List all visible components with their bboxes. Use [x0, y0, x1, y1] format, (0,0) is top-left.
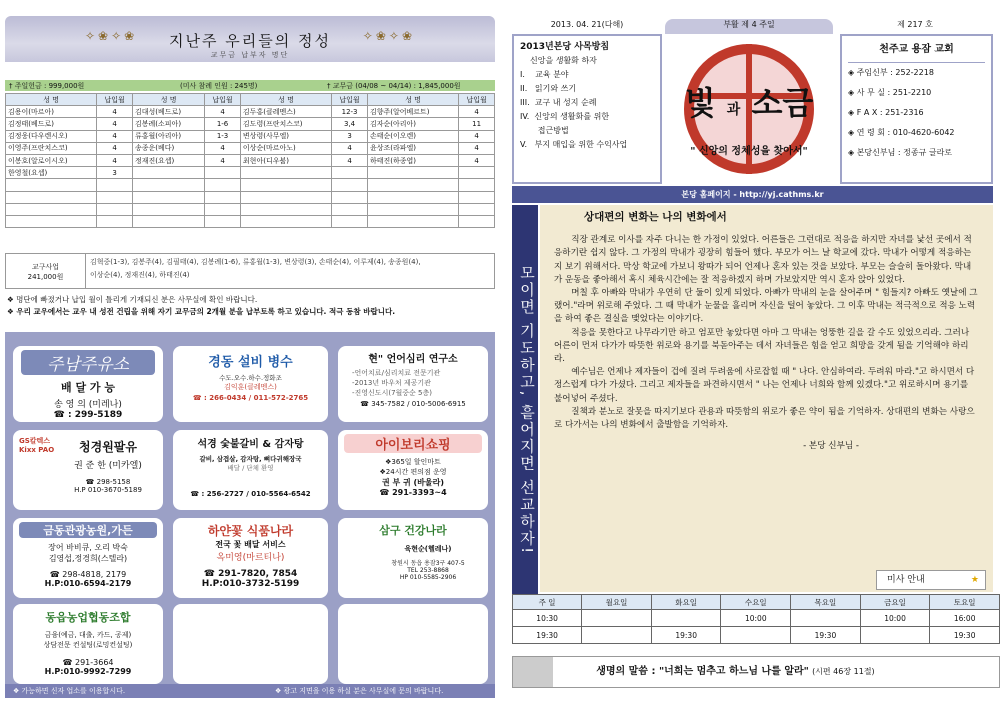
donor-cell: [240, 215, 331, 227]
ad-oil: [13, 430, 163, 510]
donor-cell: 김도령(프란치스코): [240, 118, 331, 130]
mass-header-cell: 수요일: [721, 595, 791, 610]
donor-cell: [205, 179, 241, 191]
parish-name: 천주교 용잠 교회: [848, 42, 985, 63]
ad-title: 아이보리쇼핑: [344, 434, 482, 453]
word-of-life: [512, 656, 1000, 688]
mass-header-row: [513, 595, 1000, 610]
donor-cell: 1-6: [205, 118, 241, 130]
donor-row: [6, 130, 495, 142]
donor-cell: [133, 191, 205, 203]
donor-row: [6, 203, 495, 215]
ad-title: 현" 언어심리 연구소: [368, 354, 458, 365]
donor-cell: [133, 215, 205, 227]
donor-cell: 4: [205, 154, 241, 166]
ad-line: -진영신도시(7월중순 5층): [352, 389, 432, 397]
contact-item: ◈ 주임신부 : 252-2218: [848, 68, 934, 77]
contact-item: ◈ 연 령 회 : 010-4620-6042: [848, 128, 955, 137]
donations-title: 지난주 우리들의 정성: [169, 32, 331, 50]
word-text: "너희는 멈추고 하느님 나를 알라": [658, 666, 809, 677]
donor-cell: [332, 203, 368, 215]
donor-cell: [240, 203, 331, 215]
policy-item: III. 교구 내 성지 순례: [520, 98, 597, 107]
donor-header-cell: 성 명: [367, 94, 458, 106]
donor-cell: [97, 179, 133, 191]
donor-cell: 하태진(하종엽): [367, 154, 458, 166]
donor-cell: [332, 215, 368, 227]
ornament-right: ✧❀✧❀: [362, 29, 415, 43]
mass-cell: 19:30: [513, 627, 582, 644]
ad-line: ❖365일 할인마트: [385, 458, 441, 466]
mass-cell: 19:30: [930, 627, 1000, 644]
donor-row: [6, 215, 495, 227]
donor-cell: 김봉례(소피아): [133, 118, 205, 130]
donor-row: [6, 179, 495, 191]
donor-cell: 3: [97, 167, 133, 179]
donor-header-cell: 납입월: [97, 94, 133, 106]
ad-galbi: [173, 430, 328, 510]
donor-cell: [6, 215, 97, 227]
mass-cell: 19:30: [651, 627, 721, 644]
donor-cell: 4: [97, 130, 133, 142]
donor-cell: [240, 167, 331, 179]
ad-line: -2013년 바우처 제공기관: [352, 379, 431, 387]
donor-cell: [205, 215, 241, 227]
donor-cell: 4: [459, 142, 495, 154]
issue-number: 제 217 호: [897, 20, 933, 29]
donor-header-cell: 납입월: [205, 94, 241, 106]
logo-text-salt: 소금: [751, 84, 814, 122]
mass-header-cell: 금요일: [860, 595, 930, 610]
mass-cell: [860, 627, 930, 644]
donor-cell: [459, 191, 495, 203]
mass-cell: 19:30: [791, 627, 861, 644]
donor-table: [5, 93, 495, 228]
homepage-link[interactable]: 본당 홈페이지 - http://yj.cathms.kr: [512, 186, 993, 203]
mass-cell: 16:00: [930, 610, 1000, 627]
mass-guide-title: 미사 안내: [887, 575, 925, 585]
sermon-signature: - 본당 신부님 -: [803, 441, 859, 452]
policy-title: 2013년본당 사목방침: [520, 42, 610, 52]
sermon-box: [540, 205, 993, 592]
ad-line: 김영섭,정경희(스텔라): [48, 554, 128, 563]
donor-cell: [6, 191, 97, 203]
ad-phone: ☎ : 256-2727 / 010-5564-6542: [190, 490, 311, 498]
project-line-1: 김혁중(1-3), 김봉주(4), 김필태(4), 김봉례(1-6), 류홍월(1-3), 변상령(3), 손태순(4), 이루제(4), 송종원(4),: [90, 258, 421, 266]
ad-phone: ☎ : 299-5189: [53, 410, 123, 420]
ad-line: 권 준 한 (미카엘): [74, 461, 142, 471]
ad-line: 육현순(헬레나): [404, 545, 452, 553]
ad-line: 송 영 의 (미레나): [54, 400, 122, 410]
project-label: 교구사업: [31, 263, 60, 271]
donor-cell: [332, 191, 368, 203]
ad-title: 하얀꽃 식품나라: [207, 524, 294, 538]
diocese-project: [5, 253, 495, 289]
mass-header-cell: 주 일: [513, 595, 582, 610]
mass-header-cell: 토요일: [930, 595, 1000, 610]
word-reference: (시편 46장 11절): [812, 667, 875, 676]
contact-list: [848, 63, 985, 163]
donor-row: [6, 191, 495, 203]
donor-cell: [133, 179, 205, 191]
donor-cell: 김정태(베드로): [6, 118, 97, 130]
ad-flower: [173, 518, 328, 598]
ad-phone: ☎ : 266-0434 / 011-572-2765: [192, 394, 309, 402]
logo-text-light: 빛: [684, 84, 716, 122]
sermon-paragraph: 질책과 분노로 잘못을 따지기보다 관용과 따뜻함의 위로가 좋은 약이 됨을 기억하자. 상대편의 변화는 사랑으로 다가서는 나의 변화에서 출발함을 기억하자.: [554, 406, 975, 431]
note-1: ❖ 명단에 빠졌거나 납입 월이 틀리게 기재되신 분은 사무실에 확인 바랍니다.: [7, 295, 258, 304]
ad-gas-station: [13, 346, 163, 422]
ad-line: -언어치료/심리치료 전문기관: [352, 369, 441, 377]
sermon-title: 상대편의 변화는 나의 변화에서: [584, 211, 727, 223]
donor-row: [6, 142, 495, 154]
footer-note-2: ❖ 광고 지면을 이용 하실 분은 사무실에 문의 바랍니다.: [275, 687, 444, 695]
mass-cell: [791, 610, 861, 627]
policy-list: [520, 68, 654, 152]
donor-header-cell: 성 명: [240, 94, 331, 106]
ad-line: 창원시 동읍 용잠3구 407-5: [391, 560, 465, 567]
ad-speech-lab: [338, 346, 488, 422]
ad-title: 금동관광농원,가든: [19, 522, 157, 538]
donation-summary: [5, 80, 495, 91]
parish-info-box: [840, 34, 993, 184]
policy-item: 접근방법: [520, 126, 569, 135]
sermon-paragraph: 직장 관계로 이사를 자주 다니는 한 가정이 있었다. 어른들은 그런대로 적응을 하지만 자녀를 낯선 곳에서 적응하기란 쉽지 않다. 그 가정의 막내가 굉장히 힘들어 했다. 부모가 어느 날 학교에 갔다. 막내가 어떻게 적응하는지 보기 위해서다. 막상 학교에 가보니 왕따가 되어 언제나 혼자 있는 것을 보았다. 부모는 슬슬히 돌아왔다. 막내가 운동을 좋아해서 혹시 체육시간에는 잘 적응하겠지 하며 가보았지만 역시 혼자 앉아 있었다.: [554, 235, 972, 285]
donor-cell: 김대성(베드로): [133, 106, 205, 118]
donor-cell: [332, 179, 368, 191]
ad-title: 경동 설비 병수: [208, 355, 293, 370]
mass-header-cell: 화요일: [651, 595, 721, 610]
ad-phone: ☎ 298-5158: [85, 478, 131, 486]
ad-empty-2: [338, 604, 488, 684]
donor-cell: 김정웅(다우렌시오): [6, 130, 97, 142]
donor-cell: [459, 167, 495, 179]
jesus-portrait-image: [513, 657, 553, 687]
contact-item: ◈ 사 무 실 : 251-2210: [848, 88, 932, 97]
donor-cell: [367, 191, 458, 203]
donor-cell: [133, 167, 205, 179]
donor-cell: 3: [332, 130, 368, 142]
ad-line: 전국 꽃 배달 서비스: [215, 540, 286, 549]
ad-line: 권 부 귀 (바울라): [381, 478, 445, 487]
mass-cell: [582, 627, 652, 644]
mass-cell: [721, 627, 791, 644]
donor-cell: [459, 203, 495, 215]
donor-header-cell: 납입월: [459, 94, 495, 106]
donor-cell: 4: [332, 154, 368, 166]
ornament-left: ✧❀✧❀: [85, 29, 138, 43]
donor-cell: 4: [205, 106, 241, 118]
donor-cell: 4: [459, 154, 495, 166]
ad-phone: H.P:010-9992-7299: [44, 667, 132, 676]
mass-cell: [582, 610, 652, 627]
star-icon: ★: [970, 575, 979, 585]
ad-health: [338, 518, 488, 598]
notes: [7, 294, 395, 318]
donations-title-bar: [5, 16, 495, 62]
donor-header-cell: 성 명: [133, 94, 205, 106]
mass-header-cell: 목요일: [791, 595, 861, 610]
donor-row: [6, 167, 495, 179]
donor-cell: [367, 203, 458, 215]
ad-line: 상담전문 컨설팅(로밍컨설팅): [43, 641, 133, 649]
mass-cell: 10:00: [860, 610, 930, 627]
donor-cell: [6, 203, 97, 215]
donor-cell: 손태순(이오렌): [367, 130, 458, 142]
footer-note-1: ❖ 가능하면 신자 업소를 이용합시다.: [13, 687, 126, 695]
mass-row: [513, 610, 1000, 627]
note-2: ❖ 우리 교우에서는 교우 내 성전 건립을 위해 자기 교무금의 2개월 분을 납부토록 하고 있습니다. 적극 동참 바랍니다.: [7, 307, 396, 316]
donor-cell: 류홍월(아리아): [133, 130, 205, 142]
donor-cell: 김향주(알어베르트): [367, 106, 458, 118]
policy-item: I. 교육 분야: [520, 70, 569, 79]
ad-line: 옥미영(마르티나): [216, 553, 285, 563]
donor-cell: 3,4: [332, 118, 368, 130]
donor-cell: [205, 203, 241, 215]
project-line-2: 이상순(4), 정재진(4), 하태진(4): [90, 271, 190, 279]
ad-title: 석경 숯불갈비 & 감자탕: [197, 439, 304, 450]
donor-cell: 4: [205, 142, 241, 154]
donor-cell: 이상순(마르아노): [240, 142, 331, 154]
donor-row: [6, 106, 495, 118]
donor-cell: [332, 167, 368, 179]
donor-cell: 김자순(아리아): [367, 118, 458, 130]
logo-area: [665, 34, 833, 184]
donor-cell: [97, 191, 133, 203]
mass-guide-label: [876, 570, 986, 590]
donor-cell: 이영주(프란치스코): [6, 142, 97, 154]
donor-cell: 이봉호(알로이시오): [6, 154, 97, 166]
mass-cell: 10:30: [513, 610, 582, 627]
ad-phone: ☎ 345-7582 / 010-5006-6915: [360, 400, 466, 408]
donor-cell: [97, 203, 133, 215]
donations-subtitle: 교무금 납부자 명단: [210, 51, 290, 59]
donor-cell: 4: [459, 130, 495, 142]
sermon-paragraph: 적응을 못한다고 나무라기만 하고 엄포만 놓았다면 아마 그 막내는 엉뚱한 길을 갈 수도 있었으리라. 그러나 어른이 먼저 다가가 따뜻한 위로와 용기를 북돋아주는 데서 자녀들은 힘을 얻고 희망을 갖게 됨을 기억해야 하리라.: [554, 327, 970, 365]
donor-cell: 김두홍(클레멘스): [240, 106, 331, 118]
ad-phone: H.P:010-3732-5199: [201, 579, 300, 589]
ad-coop: [13, 604, 163, 684]
policy-item: V. 부지 매입을 위한 수익사업: [520, 140, 628, 149]
ad-phone: ☎ 291-3664: [62, 658, 114, 667]
ad-line: ❖24시간 편의점 운영: [379, 468, 447, 476]
policy-subtitle: 신앙을 생활화 하자: [530, 56, 597, 65]
donor-cell: 정재진(요셉): [133, 154, 205, 166]
ad-plumbing: [173, 346, 328, 422]
mass-attendance: (미사 참례 인원 : 245명): [180, 82, 258, 90]
donor-header-cell: 납입월: [332, 94, 368, 106]
dues-total: † 교무금 (04/08 ~ 04/14) : 1,845,000원: [327, 82, 461, 90]
ad-phone: TEL 253-8868: [407, 567, 449, 574]
left-footer: [5, 684, 495, 698]
ad-brand: GS칼텍스 Kixx PAO: [19, 437, 55, 454]
ad-line: 배달 / 단체 환영: [227, 464, 274, 472]
project-amount: 241,000원: [27, 273, 64, 281]
donor-cell: [367, 179, 458, 191]
donor-cell: 4: [97, 154, 133, 166]
ad-line: 금융(예금, 대출, 카드, 공제): [44, 631, 132, 639]
ad-phone: ☎ 291-3393~4: [379, 488, 447, 497]
donor-cell: 김용이(마르아): [6, 106, 97, 118]
ad-garden: [13, 518, 163, 598]
ad-ivory-shopping: [338, 430, 488, 510]
donor-cell: [459, 179, 495, 191]
ad-line: 갈비, 삼겹살, 감자탕, 뼈다귀해장국: [199, 455, 302, 463]
policy-item: II. 읽기와 쓰기: [520, 84, 577, 93]
donor-cell: 윤상조(라파엘): [367, 142, 458, 154]
sermon-body: [554, 234, 979, 432]
donor-row: [6, 154, 495, 166]
donor-cell: [367, 215, 458, 227]
mass-cell: 10:00: [721, 610, 791, 627]
ad-line: 김익훈(클레멘스): [224, 383, 277, 391]
ad-line: 수도.오수.하수.정화조: [219, 374, 282, 382]
donor-cell: 최현아(디우붐): [240, 154, 331, 166]
contact-item: ◈ 본당신부님 : 정종규 글라로: [848, 148, 953, 157]
donor-header-cell: 성 명: [6, 94, 97, 106]
pastoral-policy-box: [512, 34, 662, 184]
sermon-paragraph: 예수님은 언제나 제자들이 겁에 질려 두려움에 사로잡힐 때 " 나다. 안심하여라. 두려워 마라."고 하시면서 다정스럽게 다가 가셨다. 그리고 제자들을 파견하시면서 " 나는 언제나 너희와 함께 있겠다."고 위로하시며 용기를 불어넣어 주셨다.: [554, 367, 975, 404]
donor-cell: [205, 191, 241, 203]
ad-title: 청경원팔유: [79, 440, 137, 454]
donor-table-header: [6, 94, 495, 106]
ad-phone: H.P:010-6594-2179: [44, 579, 132, 588]
ad-phone: H.P 010-3670-5189: [74, 486, 142, 494]
logo-text-and: 과: [726, 102, 741, 118]
word-label: 생명의 말씀 :: [596, 666, 659, 677]
mass-schedule-table: [512, 594, 1000, 644]
ads-section: [5, 332, 495, 696]
donor-cell: [240, 191, 331, 203]
mass-row: [513, 627, 1000, 644]
left-page: [5, 16, 495, 696]
donor-cell: 한영철(요셉): [6, 167, 97, 179]
mass-cell: [651, 610, 721, 627]
mass-header-cell: 월요일: [582, 595, 652, 610]
contact-item: ◈ F A X : 251-2316: [848, 108, 924, 117]
donor-cell: 12-3: [332, 106, 368, 118]
donor-cell: 변상령(사무엘): [240, 130, 331, 142]
motto-vertical: 모이면 기도하고, 흩어지면 선교하자!: [512, 205, 538, 605]
ad-title: 삼구 건강나라: [379, 524, 447, 537]
ad-title: 주남주유소: [21, 350, 155, 375]
sunday-offering: † 주일헌금 : 999,000원: [9, 82, 85, 90]
donor-cell: 4: [332, 142, 368, 154]
issue-date: 2013. 04. 21(다해): [550, 20, 624, 29]
donor-cell: [6, 179, 97, 191]
donor-cell: [205, 167, 241, 179]
logo-slogan: " 신앙의 정체성을 찾아서": [690, 146, 808, 157]
ad-phone: ☎ 298-4818, 2179: [49, 570, 127, 579]
donor-cell: 1-3: [205, 130, 241, 142]
donor-cell: [367, 167, 458, 179]
donor-cell: 11: [459, 118, 495, 130]
ad-phone: HP 010-5585-2906: [399, 574, 457, 581]
donor-cell: 송종운(베다): [133, 142, 205, 154]
ad-phone: ☎ 291-7820, 7854: [203, 569, 298, 579]
ad-line: 장어 바비큐, 오리 박숙: [48, 543, 128, 552]
donor-cell: [459, 215, 495, 227]
ad-line: 배 달 가 능: [61, 381, 115, 394]
donor-cell: 4: [97, 142, 133, 154]
ad-empty-1: [173, 604, 328, 684]
ad-title: 동읍농업협동조합: [45, 611, 131, 624]
sermon-paragraph: 며칠 후 아빠와 막내가 우연히 단 둘이 있게 되었다. 아빠가 막내의 눈을 살어주며 " 힘들지? 아빠도 옛날에 그랬어."라며 위로해 주었다. 그 때 막내가 눈물을 흘리며 자신을 털어 놓았다. 그 이후 막내는 적극적으로 적응 노력을 하여 좋은 결실을 맺었다는 이야기다.: [554, 288, 978, 325]
donor-cell: 4: [97, 106, 133, 118]
donor-row: [6, 118, 495, 130]
donor-cell: [240, 179, 331, 191]
donor-cell: 4: [459, 106, 495, 118]
donor-cell: 4: [97, 118, 133, 130]
liturgical-season: 부활 제 4 주일: [665, 19, 833, 34]
policy-item: IV. 신앙의 생활화를 위한: [520, 112, 610, 121]
donor-cell: [133, 203, 205, 215]
donor-cell: [97, 215, 133, 227]
